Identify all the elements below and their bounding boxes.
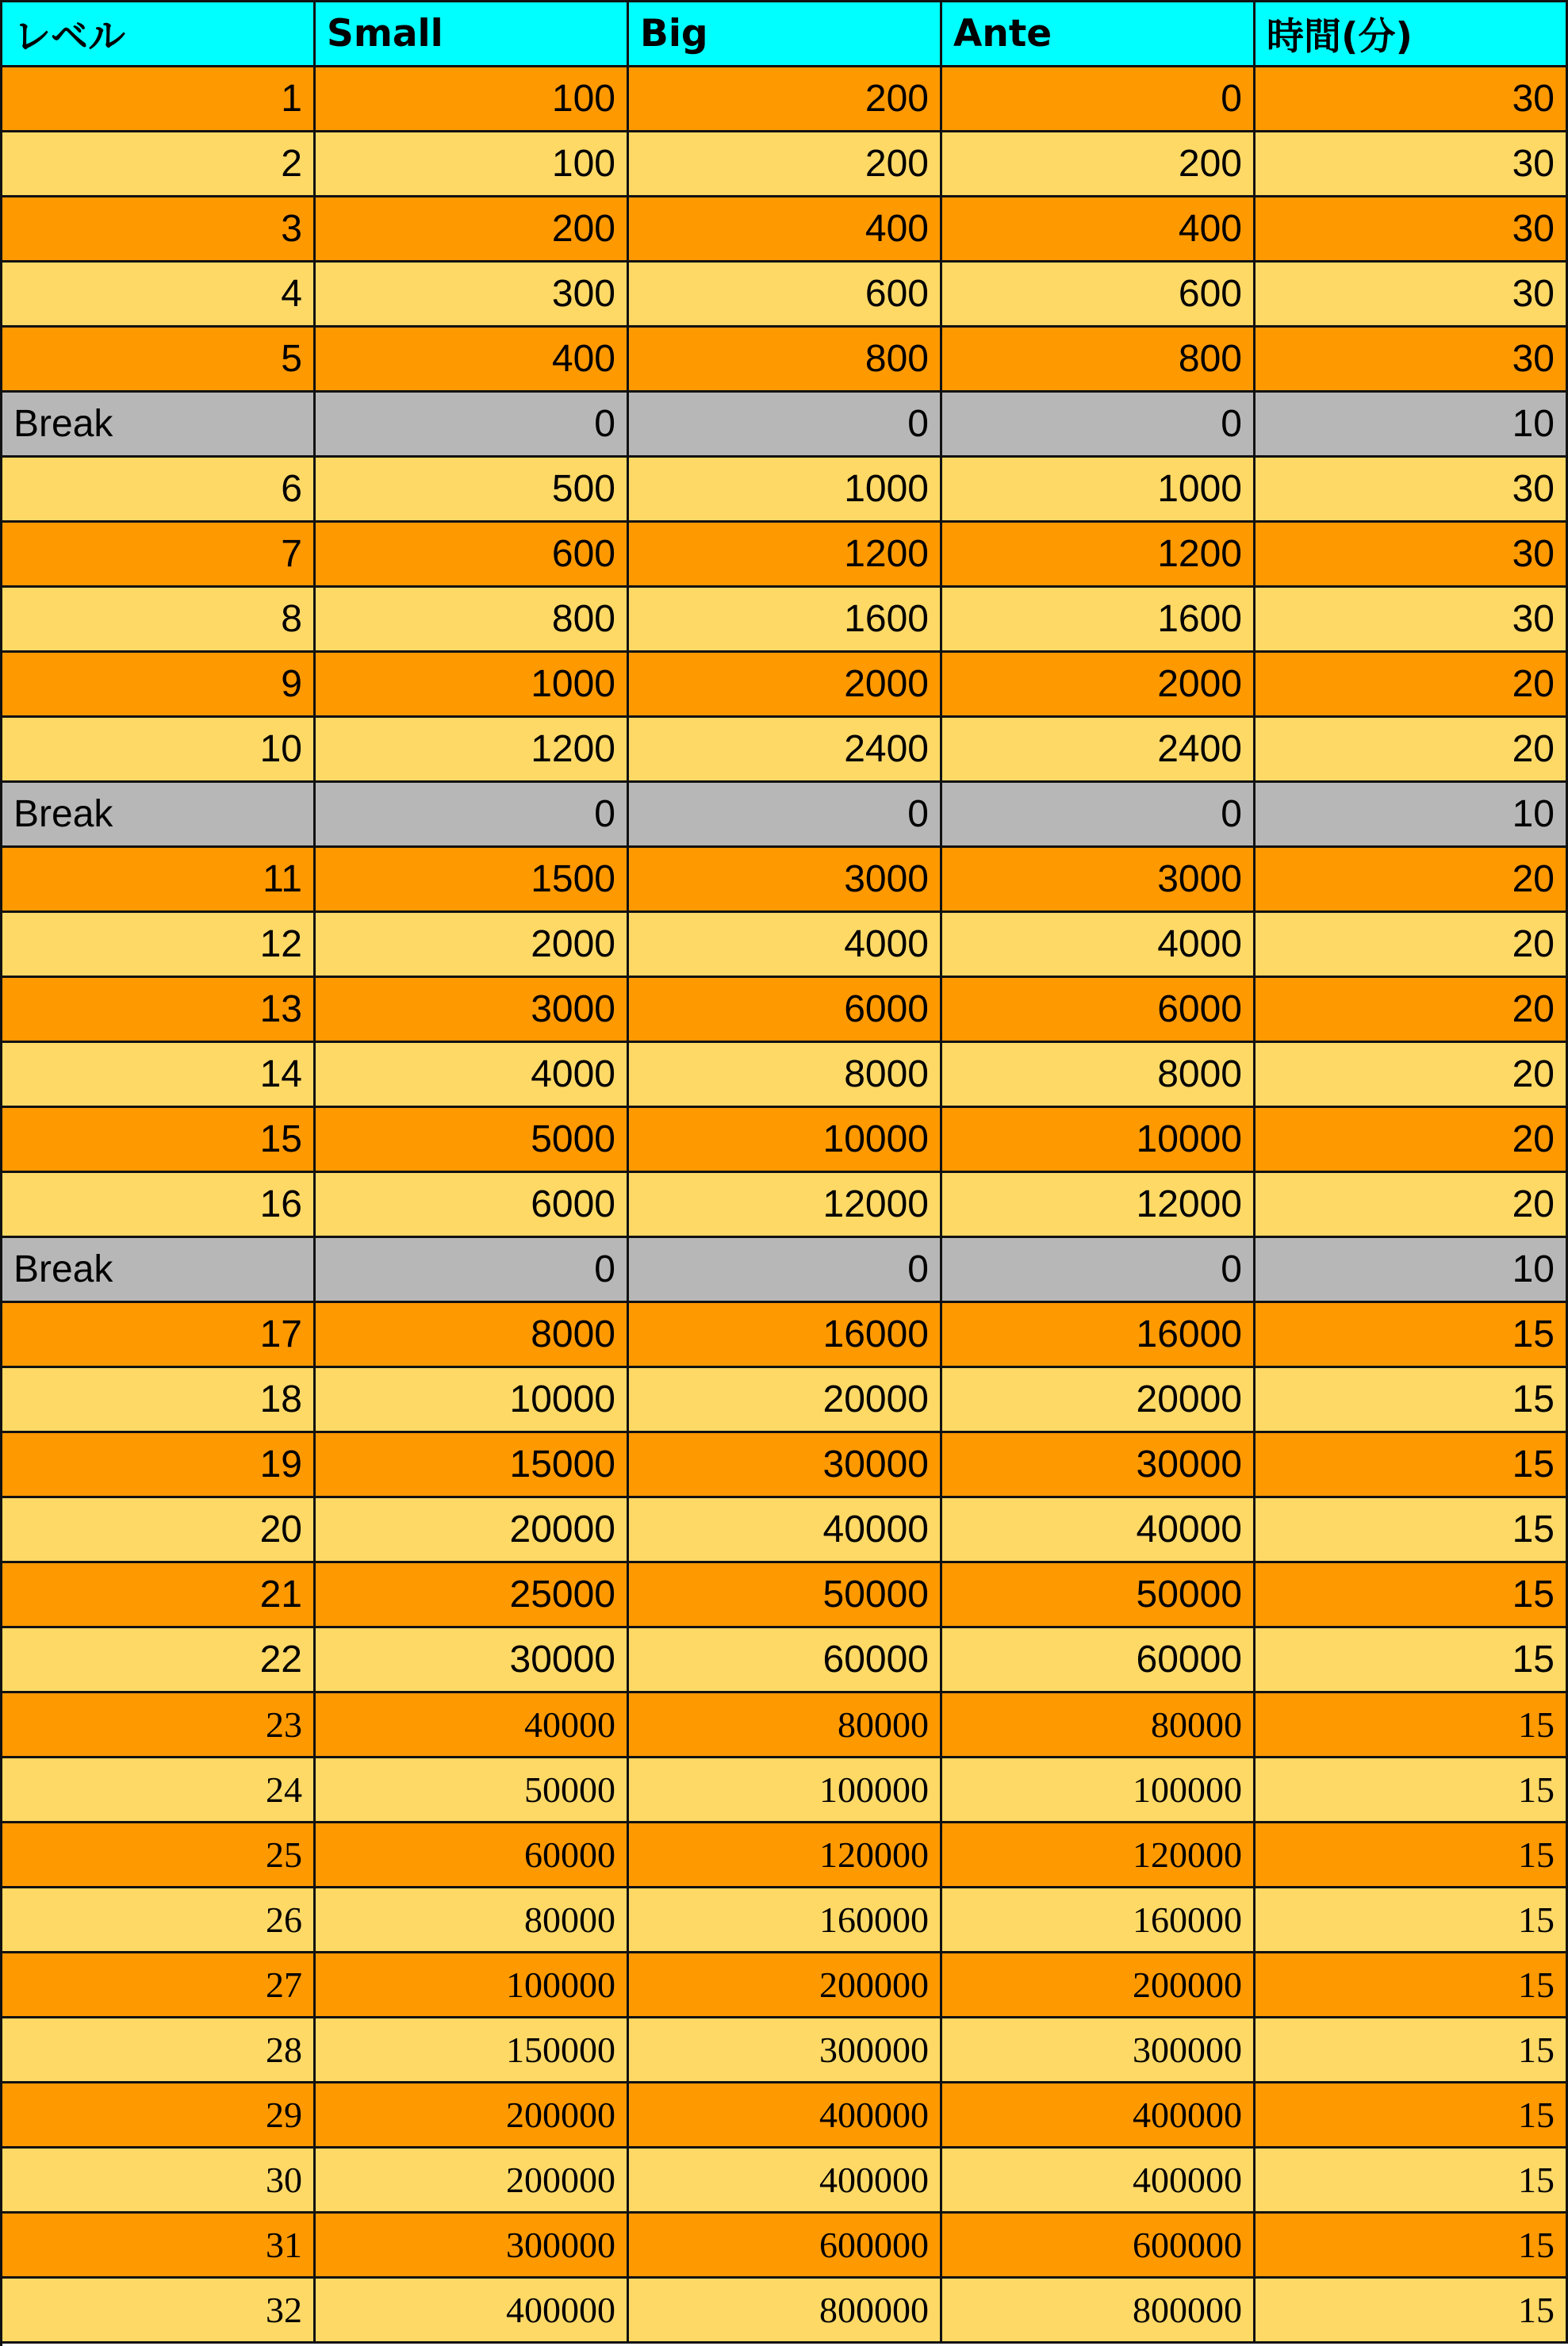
cell-time[interactable]: 30 <box>1256 458 1568 523</box>
table-row <box>2 588 1568 653</box>
cell-big[interactable]: 200 <box>629 132 942 197</box>
cell-level[interactable]: 6 <box>2 458 316 523</box>
cell-time[interactable]: 15 <box>1256 2018 1568 2083</box>
cell-time[interactable]: 20 <box>1256 848 1568 913</box>
cell-ante[interactable]: 600 <box>942 263 1256 328</box>
cell-small[interactable]: 400 <box>316 328 629 393</box>
cell-ante[interactable]: 8000 <box>942 1043 1256 1108</box>
cell-big[interactable]: 300000 <box>629 2018 942 2083</box>
cell-small[interactable]: 1500 <box>316 848 629 913</box>
cell-big[interactable]: 60000 <box>629 1628 942 1693</box>
cell-time[interactable]: 30 <box>1256 263 1568 328</box>
cell-level[interactable]: 16 <box>2 1173 316 1238</box>
cell-ante[interactable]: 1000 <box>942 458 1256 523</box>
cell-big[interactable]: 10000 <box>629 1108 942 1173</box>
cell-ante[interactable]: 80000 <box>942 1693 1256 1758</box>
cell-small[interactable]: 1200 <box>316 718 629 783</box>
cell-big[interactable]: 120000 <box>629 1823 942 1888</box>
cell-level[interactable]: 19 <box>2 1433 316 1498</box>
cell-level[interactable]: 20 <box>2 1498 316 1563</box>
cell-ante[interactable]: 10000 <box>942 1108 1256 1173</box>
cell-time[interactable]: 20 <box>1256 718 1568 783</box>
cell-small[interactable]: 200000 <box>316 2149 629 2214</box>
cell-ante[interactable]: 3000 <box>942 848 1256 913</box>
table-row <box>2 978 1568 1043</box>
cell-time[interactable]: 20 <box>1256 1043 1568 1108</box>
cell-ante[interactable]: 2400 <box>942 718 1256 783</box>
table-row <box>2 523 1568 588</box>
cell-big[interactable]: 30000 <box>629 1433 942 1498</box>
header-time-minutes[interactable]: 時間(分) <box>1256 2 1568 67</box>
break-row <box>2 783 1568 848</box>
cell-time[interactable]: 15 <box>1256 1888 1568 1953</box>
cell-ante[interactable]: 600000 <box>942 2214 1256 2279</box>
cell-small[interactable]: 300 <box>316 263 629 328</box>
cell-big[interactable]: 20000 <box>629 1368 942 1433</box>
table-row <box>2 2214 1568 2279</box>
cell-level[interactable]: 11 <box>2 848 316 913</box>
cell-ante[interactable]: 400000 <box>942 2149 1256 2214</box>
table-row <box>2 2149 1568 2214</box>
cell-level[interactable]: Break <box>2 1238 316 1303</box>
cell-level[interactable]: 30 <box>2 2149 316 2214</box>
cell-level[interactable]: 24 <box>2 1758 316 1823</box>
cell-big[interactable]: 600 <box>629 263 942 328</box>
cell-time[interactable]: 15 <box>1256 1433 1568 1498</box>
cell-big[interactable]: 600000 <box>629 2214 942 2279</box>
cell-big[interactable]: 0 <box>629 783 942 848</box>
table-body <box>2 67 1568 2344</box>
cell-big[interactable]: 0 <box>629 1238 942 1303</box>
cell-big[interactable]: 80000 <box>629 1693 942 1758</box>
cell-level[interactable]: 17 <box>2 1303 316 1368</box>
cell-small[interactable]: 500 <box>316 458 629 523</box>
cell-level[interactable]: 29 <box>2 2083 316 2149</box>
cell-small[interactable]: 20000 <box>316 1498 629 1563</box>
cell-level[interactable]: 14 <box>2 1043 316 1108</box>
cell-level[interactable]: 31 <box>2 2214 316 2279</box>
cell-time[interactable]: 10 <box>1256 1238 1568 1303</box>
table-row <box>2 653 1568 718</box>
cell-ante[interactable]: 300000 <box>942 2018 1256 2083</box>
cell-level[interactable]: Break <box>2 783 316 848</box>
cell-small[interactable]: 3000 <box>316 978 629 1043</box>
cell-time[interactable]: 30 <box>1256 588 1568 653</box>
cell-ante[interactable]: 20000 <box>942 1368 1256 1433</box>
table-row <box>2 263 1568 328</box>
table-row <box>2 1108 1568 1173</box>
cell-big[interactable]: 2400 <box>629 718 942 783</box>
cell-small[interactable]: 0 <box>316 1238 629 1303</box>
cell-time[interactable]: 15 <box>1256 1823 1568 1888</box>
cell-ante[interactable]: 40000 <box>942 1498 1256 1563</box>
cell-small[interactable]: 200 <box>316 197 629 263</box>
table-row <box>2 848 1568 913</box>
cell-time[interactable]: 15 <box>1256 1563 1568 1628</box>
cell-ante[interactable]: 1200 <box>942 523 1256 588</box>
cell-small[interactable]: 40000 <box>316 1693 629 1758</box>
cell-ante[interactable]: 120000 <box>942 1823 1256 1888</box>
cell-ante[interactable]: 800 <box>942 328 1256 393</box>
table-row <box>2 1433 1568 1498</box>
cell-big[interactable]: 12000 <box>629 1173 942 1238</box>
cell-time[interactable]: 20 <box>1256 653 1568 718</box>
cell-small[interactable]: 800 <box>316 588 629 653</box>
cell-big[interactable]: 400000 <box>629 2149 942 2214</box>
cell-time[interactable]: 15 <box>1256 1303 1568 1368</box>
cell-ante[interactable]: 0 <box>942 393 1256 458</box>
cell-ante[interactable]: 2000 <box>942 653 1256 718</box>
cell-big[interactable]: 200000 <box>629 1953 942 2018</box>
cell-level[interactable]: 8 <box>2 588 316 653</box>
cell-level[interactable]: 3 <box>2 197 316 263</box>
cell-time[interactable]: 20 <box>1256 1108 1568 1173</box>
cell-time[interactable]: 15 <box>1256 2149 1568 2214</box>
cell-level[interactable]: 12 <box>2 913 316 978</box>
cell-ante[interactable]: 6000 <box>942 978 1256 1043</box>
break-row <box>2 1238 1568 1303</box>
cell-time[interactable]: 30 <box>1256 132 1568 197</box>
cell-small[interactable]: 600 <box>316 523 629 588</box>
cell-time[interactable]: 15 <box>1256 1628 1568 1693</box>
cell-ante[interactable]: 16000 <box>942 1303 1256 1368</box>
header-row <box>2 2 1568 67</box>
table-row <box>2 1628 1568 1693</box>
cell-time[interactable]: 15 <box>1256 1368 1568 1433</box>
table-row <box>2 458 1568 523</box>
cell-big[interactable]: 8000 <box>629 1043 942 1108</box>
cell-ante[interactable]: 400000 <box>942 2083 1256 2149</box>
cell-big[interactable]: 160000 <box>629 1888 942 1953</box>
cell-big[interactable]: 4000 <box>629 913 942 978</box>
cell-level[interactable]: 15 <box>2 1108 316 1173</box>
table-row <box>2 2083 1568 2149</box>
cell-time[interactable]: 15 <box>1256 1693 1568 1758</box>
cell-ante[interactable]: 0 <box>942 783 1256 848</box>
cell-big[interactable]: 800 <box>629 328 942 393</box>
cell-level[interactable]: 23 <box>2 1693 316 1758</box>
table-row <box>2 328 1568 393</box>
cell-big[interactable]: 3000 <box>629 848 942 913</box>
table-row <box>2 913 1568 978</box>
cell-level[interactable]: 32 <box>2 2279 316 2344</box>
table-row <box>2 1173 1568 1238</box>
cell-big[interactable]: 50000 <box>629 1563 942 1628</box>
cell-time[interactable]: 30 <box>1256 328 1568 393</box>
cell-small[interactable]: 4000 <box>316 1043 629 1108</box>
cell-level[interactable]: 4 <box>2 263 316 328</box>
table-row <box>2 1823 1568 1888</box>
cell-time[interactable]: 10 <box>1256 783 1568 848</box>
cell-small[interactable]: 100 <box>316 132 629 197</box>
cell-level[interactable]: 26 <box>2 1888 316 1953</box>
table-row <box>2 1043 1568 1108</box>
cell-small[interactable]: 15000 <box>316 1433 629 1498</box>
cell-small[interactable]: 1000 <box>316 653 629 718</box>
cell-small[interactable]: 0 <box>316 393 629 458</box>
cell-big[interactable]: 800000 <box>629 2279 942 2344</box>
cell-level[interactable]: 25 <box>2 1823 316 1888</box>
table-row <box>2 1693 1568 1758</box>
cell-ante[interactable]: 1600 <box>942 588 1256 653</box>
cell-small[interactable]: 100000 <box>316 1953 629 2018</box>
cell-time[interactable]: 15 <box>1256 1758 1568 1823</box>
cell-ante[interactable]: 160000 <box>942 1888 1256 1953</box>
table-row <box>2 1368 1568 1433</box>
header-small[interactable]: Small <box>316 2 629 67</box>
cell-big[interactable]: 400 <box>629 197 942 263</box>
cell-small[interactable]: 400000 <box>316 2279 629 2344</box>
cell-ante[interactable]: 60000 <box>942 1628 1256 1693</box>
cell-small[interactable]: 8000 <box>316 1303 629 1368</box>
cell-big[interactable]: 16000 <box>629 1303 942 1368</box>
cell-big[interactable]: 40000 <box>629 1498 942 1563</box>
cell-big[interactable]: 0 <box>629 393 942 458</box>
cell-time[interactable]: 15 <box>1256 2083 1568 2149</box>
break-row <box>2 393 1568 458</box>
cell-ante[interactable]: 200 <box>942 132 1256 197</box>
cell-ante[interactable]: 12000 <box>942 1173 1256 1238</box>
cell-small[interactable]: 150000 <box>316 2018 629 2083</box>
cell-ante[interactable]: 0 <box>942 1238 1256 1303</box>
cell-time[interactable]: 15 <box>1256 1498 1568 1563</box>
cell-level[interactable]: 28 <box>2 2018 316 2083</box>
cell-level[interactable]: 13 <box>2 978 316 1043</box>
cell-big[interactable]: 1600 <box>629 588 942 653</box>
cell-level[interactable]: 22 <box>2 1628 316 1693</box>
cell-small[interactable]: 30000 <box>316 1628 629 1693</box>
cell-ante[interactable]: 30000 <box>942 1433 1256 1498</box>
cell-time[interactable]: 30 <box>1256 523 1568 588</box>
cell-time[interactable]: 20 <box>1256 1173 1568 1238</box>
cell-small[interactable]: 5000 <box>316 1108 629 1173</box>
cell-level[interactable]: 10 <box>2 718 316 783</box>
cell-time[interactable]: 10 <box>1256 393 1568 458</box>
table-row <box>2 718 1568 783</box>
table-row <box>2 197 1568 263</box>
cell-small[interactable]: 300000 <box>316 2214 629 2279</box>
cell-small[interactable]: 80000 <box>316 1888 629 1953</box>
cell-small[interactable]: 10000 <box>316 1368 629 1433</box>
table-row <box>2 1953 1568 2018</box>
table-row <box>2 1888 1568 1953</box>
cell-big[interactable]: 6000 <box>629 978 942 1043</box>
cell-ante[interactable]: 0 <box>942 67 1256 132</box>
table-row <box>2 2279 1568 2344</box>
cell-time[interactable]: 30 <box>1256 197 1568 263</box>
table-row <box>2 132 1568 197</box>
table-row <box>2 1303 1568 1368</box>
cell-level[interactable]: Break <box>2 393 316 458</box>
cell-time[interactable]: 20 <box>1256 913 1568 978</box>
cell-big[interactable]: 100000 <box>629 1758 942 1823</box>
table-row <box>2 2018 1568 2083</box>
cell-level[interactable]: 9 <box>2 653 316 718</box>
cell-small[interactable]: 60000 <box>316 1823 629 1888</box>
cell-small[interactable]: 0 <box>316 783 629 848</box>
cell-small[interactable]: 2000 <box>316 913 629 978</box>
cell-ante[interactable]: 400 <box>942 197 1256 263</box>
cell-small[interactable]: 100 <box>316 67 629 132</box>
header-ante[interactable]: Ante <box>942 2 1256 67</box>
cell-time[interactable]: 30 <box>1256 67 1568 132</box>
cell-small[interactable]: 25000 <box>316 1563 629 1628</box>
header-big[interactable]: Big <box>629 2 942 67</box>
cell-time[interactable]: 20 <box>1256 978 1568 1043</box>
cell-level[interactable]: 7 <box>2 523 316 588</box>
table-row <box>2 67 1568 132</box>
cell-time[interactable]: 15 <box>1256 2279 1568 2344</box>
cell-big[interactable]: 2000 <box>629 653 942 718</box>
cell-ante[interactable]: 4000 <box>942 913 1256 978</box>
cell-small[interactable]: 200000 <box>316 2083 629 2149</box>
cell-big[interactable]: 1000 <box>629 458 942 523</box>
cell-level[interactable]: 21 <box>2 1563 316 1628</box>
cell-big[interactable]: 1200 <box>629 523 942 588</box>
cell-big[interactable]: 400000 <box>629 2083 942 2149</box>
header-level[interactable]: レベル <box>2 2 316 67</box>
cell-big[interactable]: 200 <box>629 67 942 132</box>
cell-level[interactable]: 1 <box>2 67 316 132</box>
cell-small[interactable]: 6000 <box>316 1173 629 1238</box>
cell-time[interactable]: 15 <box>1256 1953 1568 2018</box>
cell-ante[interactable]: 200000 <box>942 1953 1256 2018</box>
table-row <box>2 1758 1568 1823</box>
table-row <box>2 1498 1568 1563</box>
cell-level[interactable]: 2 <box>2 132 316 197</box>
cell-time[interactable]: 15 <box>1256 2214 1568 2279</box>
cell-level[interactable]: 18 <box>2 1368 316 1433</box>
table-row <box>2 1563 1568 1628</box>
cell-ante[interactable]: 100000 <box>942 1758 1256 1823</box>
cell-level[interactable]: 5 <box>2 328 316 393</box>
cell-level[interactable]: 27 <box>2 1953 316 2018</box>
cell-small[interactable]: 50000 <box>316 1758 629 1823</box>
cell-ante[interactable]: 800000 <box>942 2279 1256 2344</box>
cell-ante[interactable]: 50000 <box>942 1563 1256 1628</box>
